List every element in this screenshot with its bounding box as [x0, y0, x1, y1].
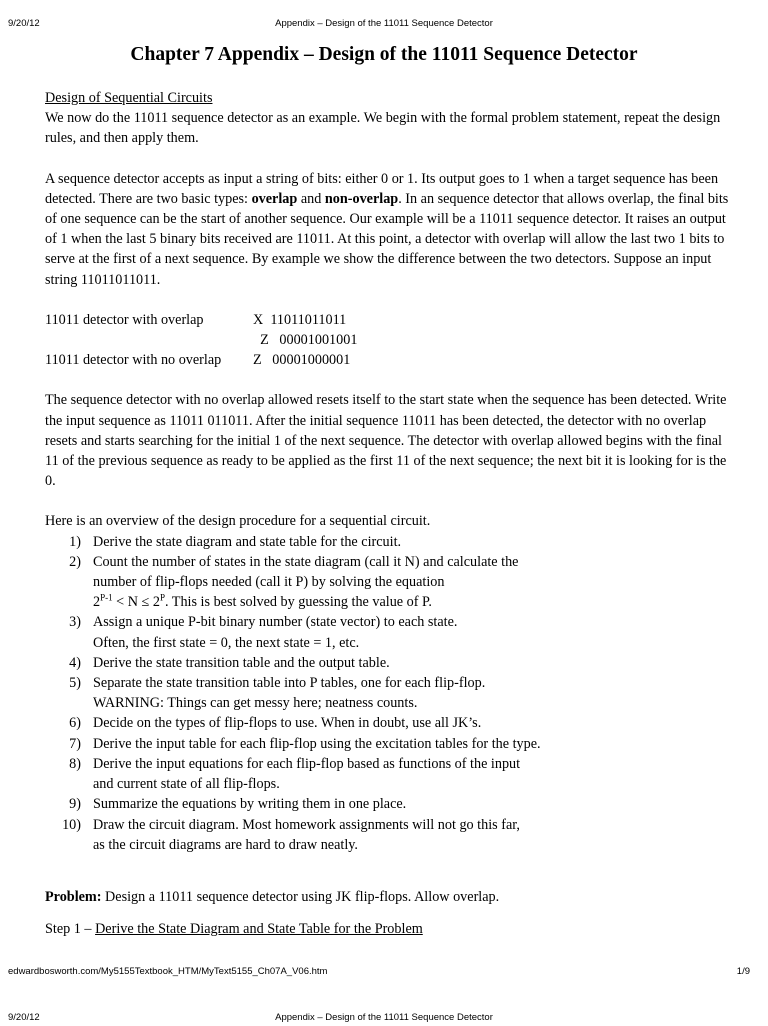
step-text-line: Derive the input equations for each flip-flop based as functions of the input: [93, 755, 521, 772]
step-number: 3): [69, 614, 81, 631]
eq-exponent-1: P-1: [100, 592, 113, 603]
reset-paragraph: The sequence detector with no overlap allowed resets itself to the start state when the sequence has been detected. Write the input sequence as 11011 011011. After the initial sequence 11011 has been detected, the detector with no overlap resets and starts searching for the initial 1 of the next sequence. The detector with overlap allowed begins with the final 11 of the previous sequence as ready to be applied as the first 11 of the next sequence; the next bit it is looking for is the 0.: [45, 392, 727, 490]
header-title: Appendix – Design of the 11011 Sequence Detector: [275, 18, 493, 29]
flip-flop-equation: [93, 592, 735, 612]
problem-statement: [45, 887, 735, 907]
design-step: [45, 815, 735, 855]
section-heading: Design of Sequential Circuits: [45, 90, 213, 106]
overlap-row-input: X 11011011011: [253, 311, 347, 328]
no-overlap-row-label: 11011 detector with no overlap: [45, 352, 222, 369]
step1-title: Derive the State Diagram and State Table for the Problem: [95, 921, 423, 938]
step1-prefix: Step 1 –: [45, 921, 96, 938]
step-number: 9): [69, 796, 81, 813]
step-number: 2): [69, 553, 81, 570]
step-text-line: Derive the state diagram and state table for the circuit.: [93, 533, 402, 550]
intro-paragraph: We now do the 11011 sequence detector as an example. We begin with the formal problem statement, repeat the design rules, and then apply them.: [45, 110, 721, 147]
overlap-row-output: Z 00001001001: [253, 332, 358, 349]
types-text-a: A sequence detector accepts as input a string of bits: either 0 or 1. Its output goes to 1 when a target sequence has been detected. There are two basic types:: [45, 170, 719, 207]
next-header-date: 9/20/12: [8, 1012, 40, 1023]
step-text-line: number of flip-flops needed (call it P) by solving the equation: [93, 574, 445, 591]
overlap-row-label: 11011 detector with overlap: [45, 311, 204, 328]
step-number: 4): [69, 654, 81, 671]
step-text-line: Draw the circuit diagram. Most homework assignments will not go this far,: [93, 816, 520, 833]
problem-text: Design a 11011 sequence detector using JK flip-flops. Allow overlap.: [101, 888, 500, 905]
eq-tail: . This is best solved by guessing the value of P.: [164, 594, 432, 611]
step-text-line: and current state of all flip-flops.: [93, 776, 280, 793]
step-number: 7): [69, 735, 81, 752]
page-title: Chapter 7 Appendix – Design of the 11011 Sequence Detector: [130, 44, 638, 65]
step-text-line: Separate the state transition table into P tables, one for each flip-flop.: [93, 675, 486, 692]
step-text-line: Often, the first state = 0, the next state = 1, etc.: [93, 634, 360, 651]
overview-intro: Here is an overview of the design procedure for a sequential circuit.: [45, 513, 431, 530]
design-step: [45, 552, 735, 613]
design-step: [45, 653, 735, 673]
design-step: [45, 713, 735, 733]
footer-url: edwardbosworth.com/My5155Textbook_HTM/MyText5155_Ch07A_V06.htm: [8, 966, 328, 977]
types-paragraph: [45, 169, 735, 290]
step-number: 10): [62, 816, 81, 833]
design-step: [45, 754, 735, 794]
design-step: [45, 794, 735, 814]
step1-heading: [45, 919, 735, 939]
no-overlap-row-output: Z 00001000001: [253, 352, 351, 369]
step-number: 1): [69, 533, 81, 550]
design-step: [45, 673, 735, 713]
non-overlap-term: non-overlap: [324, 190, 399, 207]
types-text-b: . In an sequence detector that allows overlap, the final bits of one sequence can be the start of another sequence. Our example will be a 11011 sequence detector. It raises an output of 1 when the last 5 binary bits received are 11011. At this point, a detector with overlap will allow the last two 1 bits to serve at the first of a next sequence. By example we show the difference between the two detectors. Suppose an input string 11011011011.: [45, 190, 729, 288]
step-text-line: Derive the state transition table and the output table.: [93, 654, 390, 671]
design-step: [45, 612, 735, 652]
eq-base-1: 2: [93, 594, 101, 611]
step-number: 8): [69, 755, 81, 772]
footer-page-number: 1/9: [736, 966, 750, 977]
page-footer: [0, 966, 768, 980]
eq-exponent-2: P: [159, 592, 165, 603]
overlap-example: [45, 310, 735, 371]
eq-middle: < N ≤: [112, 594, 153, 611]
step-text-line: WARNING: Things can get messy here; neatness counts.: [93, 695, 418, 712]
step-number: 6): [69, 715, 81, 732]
next-header-title: Appendix – Design of the 11011 Sequence Detector: [275, 1012, 493, 1023]
design-step: [45, 734, 735, 754]
problem-label: Problem:: [45, 888, 102, 905]
types-text-and: and: [297, 190, 325, 207]
step-text-line: as the circuit diagrams are hard to draw neatly.: [93, 836, 358, 853]
step-text-line: Summarize the equations by writing them in one place.: [93, 796, 407, 813]
step-text-line: Count the number of states in the state diagram (call it N) and calculate the: [93, 553, 519, 570]
step-number: 5): [69, 675, 81, 692]
step-text-line: Decide on the types of flip-flops to use. When in doubt, use all JK’s.: [93, 715, 482, 732]
header-date: 9/20/12: [8, 18, 40, 29]
overlap-term: overlap: [251, 190, 298, 207]
design-step: [45, 532, 735, 552]
step-text-line: Assign a unique P-bit binary number (state vector) to each state.: [93, 614, 458, 631]
document-body: [45, 88, 735, 939]
design-steps-list: [45, 532, 735, 855]
page-header: [0, 18, 768, 32]
step-text-line: Derive the input table for each flip-flop using the excitation tables for the type.: [93, 735, 541, 752]
eq-base-2: 2: [152, 594, 160, 611]
